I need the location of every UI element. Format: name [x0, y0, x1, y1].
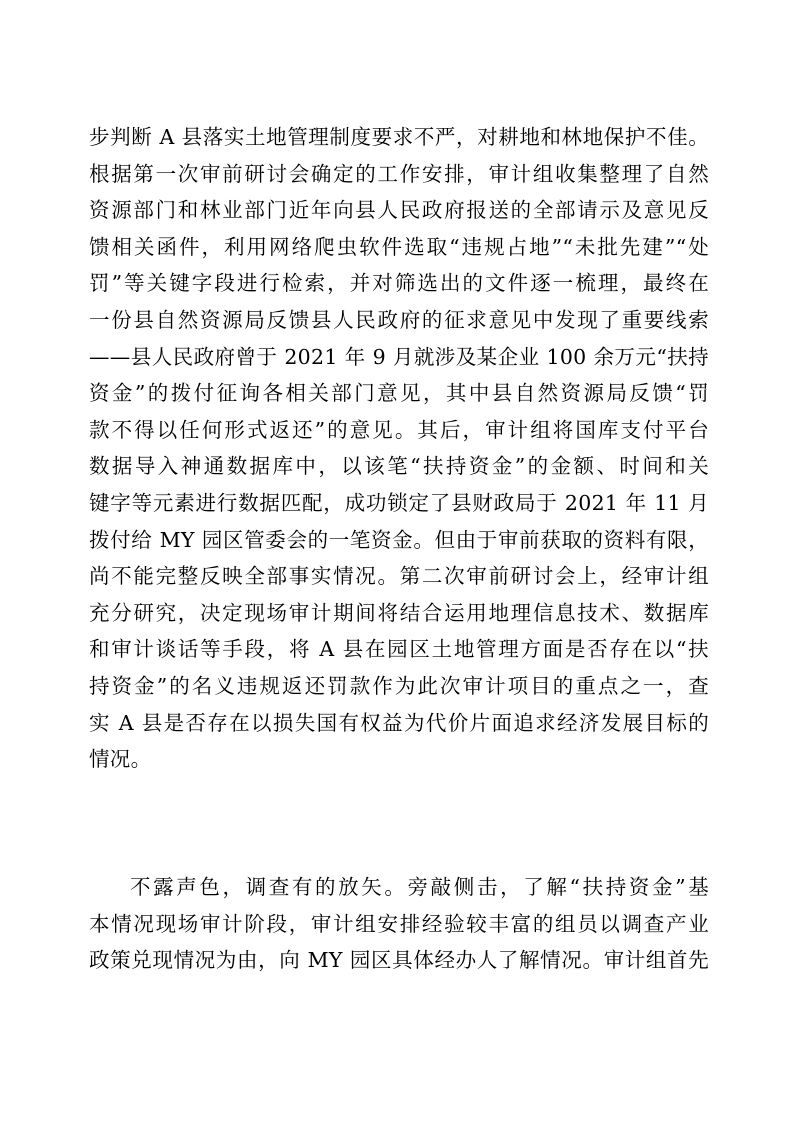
text-line: 根据第一次审前研讨会确定的工作安排，审计组收集整理了自然 — [89, 161, 709, 186]
text-line: 实 A 县是否存在以损失国有权益为代价片面追求经济发展目标的 — [89, 710, 709, 735]
text-line: 持资金”的名义违规返还罚款作为此次审计项目的重点之一，查 — [89, 673, 709, 698]
text-line: 情况。 — [89, 747, 152, 772]
text-line: 拨付给 MY 园区管委会的一笔资金。但由于审前获取的资料有限， — [89, 527, 709, 552]
text-line: 尚不能完整反映全部事实情况。第二次审前研讨会上，经审计组 — [89, 564, 709, 589]
text-line: 款不得以任何形式返还”的意见。其后，审计组将国库支付平台 — [89, 417, 709, 442]
text-line: 馈相关函件，利用网络爬虫软件选取“违规占地”“未批先建”“处 — [89, 234, 709, 259]
text-line: 一份县自然资源局反馈县人民政府的征求意见中发现了重要线索 — [89, 307, 709, 332]
text-line: 不露声色，调查有的放矢。旁敲侧击，了解“扶持资金”基 — [130, 875, 709, 899]
text-line: 资金”的拨付征询各相关部门意见，其中县自然资源局反馈“罚 — [89, 381, 709, 406]
paragraph-1 — [89, 119, 709, 778]
text-line: 充分研究，决定现场审计期间将结合运用地理信息技术、数据库 — [89, 600, 709, 625]
paragraph-2 — [89, 869, 709, 979]
text-line: 键字等元素进行数据匹配，成功锁定了县财政局于 2021 年 11 月 — [89, 490, 709, 515]
text-line: 资源部门和林业部门近年向县人民政府报送的全部请示及意见反 — [89, 198, 709, 223]
text-line: 数据导入神通数据库中，以该笔“扶持资金”的金额、时间和关 — [89, 454, 709, 479]
text-line: 和审计谈话等手段，将 A 县在园区土地管理方面是否存在以“扶 — [89, 637, 709, 662]
text-line: ——县人民政府曾于 2021 年 9 月就涉及某企业 100 余万元“扶持 — [89, 344, 709, 369]
text-line: 政策兑现情况为由，向 MY 园区具体经办人了解情况。审计组首先 — [89, 948, 709, 973]
text-line: 本情况现场审计阶段，审计组安排经验较丰富的组员以调查产业 — [89, 911, 709, 936]
text-line: 罚”等关键字段进行检索，并对筛选出的文件逐一梳理，最终在 — [89, 271, 709, 296]
text-line: 步判断 A 县落实土地管理制度要求不严，对耕地和林地保护不佳。 — [89, 125, 709, 149]
